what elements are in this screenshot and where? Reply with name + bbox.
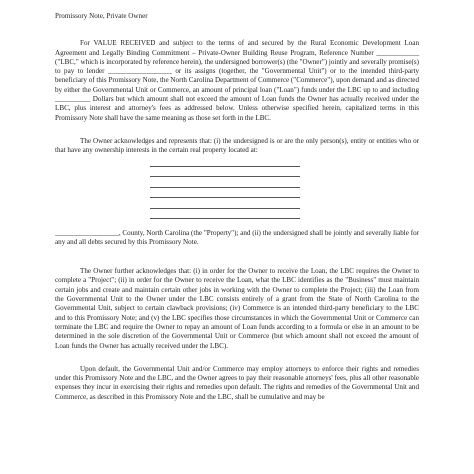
property-address-lines [150,166,419,220]
address-line-6 [150,218,300,219]
paragraph-value-received: For VALUE RECEIVED and subject to the terms of and secured by the Rural Economic Development Loan Agreement and Legally Binding Commitment – Private-Owner Building Reuse Program, Reference Number ____________ ("LBC," which is incorporated by reference herein), the undersigned borrower(s) (the "Owner") jointly and severally promise(s) to pay to lender __________________ or its assigns (together, the "Governmental Unit") or to the intended third-party beneficiary of this Promissory Note, the North Carolina Department of Commerce ("Commerce"), upon demand and as directed by either the Governmental Unit or Commerce, an amount of principal loan ("Loan") funds under the LBC up to and including __________ Dollars but which amount shall not exceed the amount of Loan funds the Owner has actually received under the LBC, plus interest and attorney's fees as addressed below. Unless otherwise specified herein, capitalized terms in this Promissory Note shall have the same meaning as those set forth in the LBC. [55,39,419,122]
paragraph-owner-acknowledges: The Owner acknowledges and represents that: (i) the undersigned is or are the only person(s), entity or entities who or that have any ownership interests in the certain real property located at: [55,136,419,155]
document-title: Promissory Note, Private Owner [55,12,148,20]
address-line-3 [150,187,300,188]
address-line-2 [150,176,300,177]
address-line-1 [150,166,300,167]
address-line-5 [150,208,300,209]
paragraph-owner-further-acknowledges: The Owner further acknowledges that: (i) in order for the Owner to receive the Loan, the LBC requires the Owner to complete a "Project"; (ii) in order for the Owner to receive the Loan, what the LBC identifies as the "Business" must maintain certain jobs and create and maintain certain other jobs in working with the Owner to complete the Project; (iii) the Loan from the Governmental Unit to the Owner under the LBC consists entirely of a grant from the State of North Carolina to the Governmental Unit, subject to certain clawback provisions; (iv) Commerce is an intended third-party beneficiary to the LBC and to this Promissory Note; and (v) the LBC specifies those circumstances in which the Governmental Unit or Commerce can terminate the LBC and require the Owner to repay an amount of Loan funds according to a formula or else in an amount to be determined in the sole discretion of the Governmental Unit or Commerce (but which amount shall not exceed the amount of Loan funds the Owner has actually received under the LBC). [55,267,419,350]
address-line-4 [150,197,300,198]
paragraph-upon-default: Upon default, the Governmental Unit and/or Commerce may employ attorneys to enforce their rights and remedies under this Promissory Note and the LBC, and the Owner agrees to pay their reasonable attorneys' fees, plus all other reasonable expenses they incur in exercising their rights and remedies upon default. The rights and remedies of the Governmental Unit and Commerce, as described in this Promissory Note and the LBC, shall be cumulative and may be [55,364,419,401]
paragraph-county-property: __________________, County, North Carolina (the "Property"); and (ii) the undersigned shall be jointly and severally liable for any and all debts secured by this Promissory Note. [55,228,419,246]
